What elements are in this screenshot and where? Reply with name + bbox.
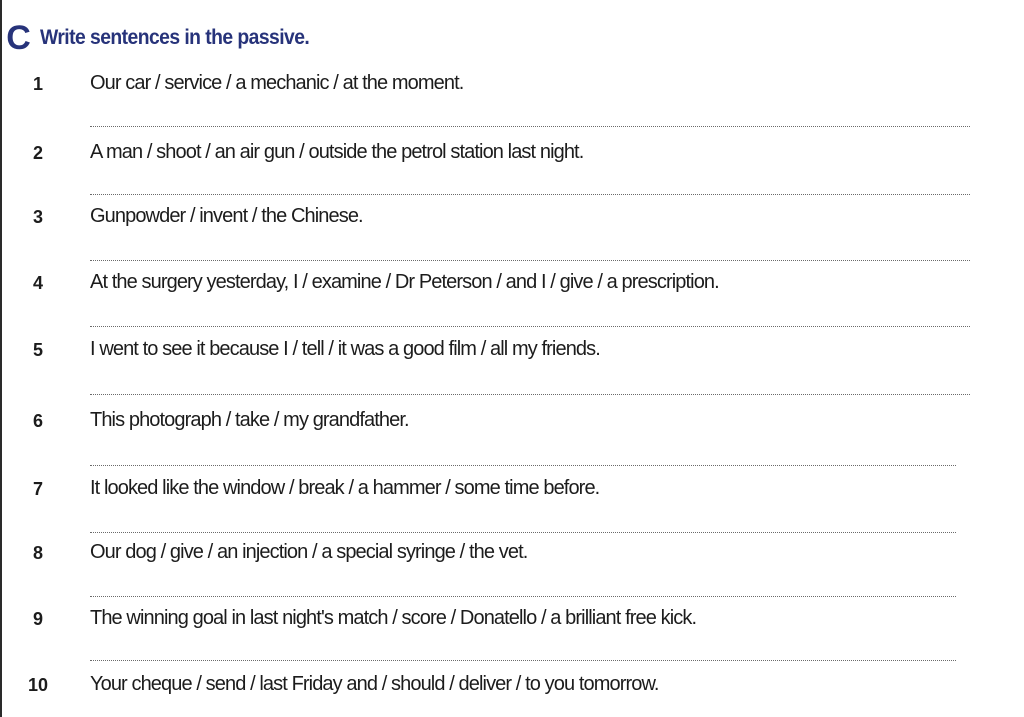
answer-line[interactable]	[90, 394, 970, 395]
answer-line[interactable]	[90, 596, 956, 597]
item-prompt: Our dog / give / an injection / a special syringe / the vet.	[90, 541, 528, 563]
item-prompt: Gunpowder / invent / the Chinese.	[90, 205, 363, 227]
answer-line[interactable]	[90, 260, 970, 261]
item-number: 9	[32, 609, 43, 629]
item-number: 6	[32, 411, 43, 431]
section-letter: C	[6, 18, 30, 57]
item-prompt: Our car / service / a mechanic / at the moment.	[90, 72, 464, 94]
item-number: 2	[32, 143, 43, 163]
answer-line[interactable]	[90, 660, 956, 661]
answer-line[interactable]	[90, 126, 970, 127]
exercise-instruction: Write sentences in the passive.	[40, 26, 310, 49]
item-number: 5	[32, 340, 43, 360]
item-number: 8	[32, 543, 43, 563]
answer-line[interactable]	[90, 532, 956, 533]
item-prompt: Your cheque / send / last Friday and / should / deliver / to you tomorrow.	[90, 673, 659, 695]
item-prompt: This photograph / take / my grandfather.	[90, 409, 409, 431]
item-number: 4	[32, 273, 43, 293]
item-number: 7	[32, 479, 43, 499]
item-prompt: The winning goal in last night's match / score / Donatello / a brilliant free kick.	[90, 607, 697, 629]
item-prompt: It looked like the window / break / a hammer / some time before.	[90, 477, 600, 499]
answer-line[interactable]	[90, 194, 970, 195]
answer-line[interactable]	[90, 465, 956, 466]
item-number: 3	[32, 207, 43, 227]
item-prompt: A man / shoot / an air gun / outside the petrol station last night.	[90, 141, 584, 163]
item-prompt: I went to see it because I / tell / it was a good film / all my friends.	[90, 338, 600, 360]
item-prompt: At the surgery yesterday, I / examine / Dr Peterson / and I / give / a prescription.	[90, 271, 719, 293]
item-number: 1	[32, 74, 43, 94]
item-number: 10	[27, 675, 49, 695]
answer-line[interactable]	[90, 326, 970, 327]
